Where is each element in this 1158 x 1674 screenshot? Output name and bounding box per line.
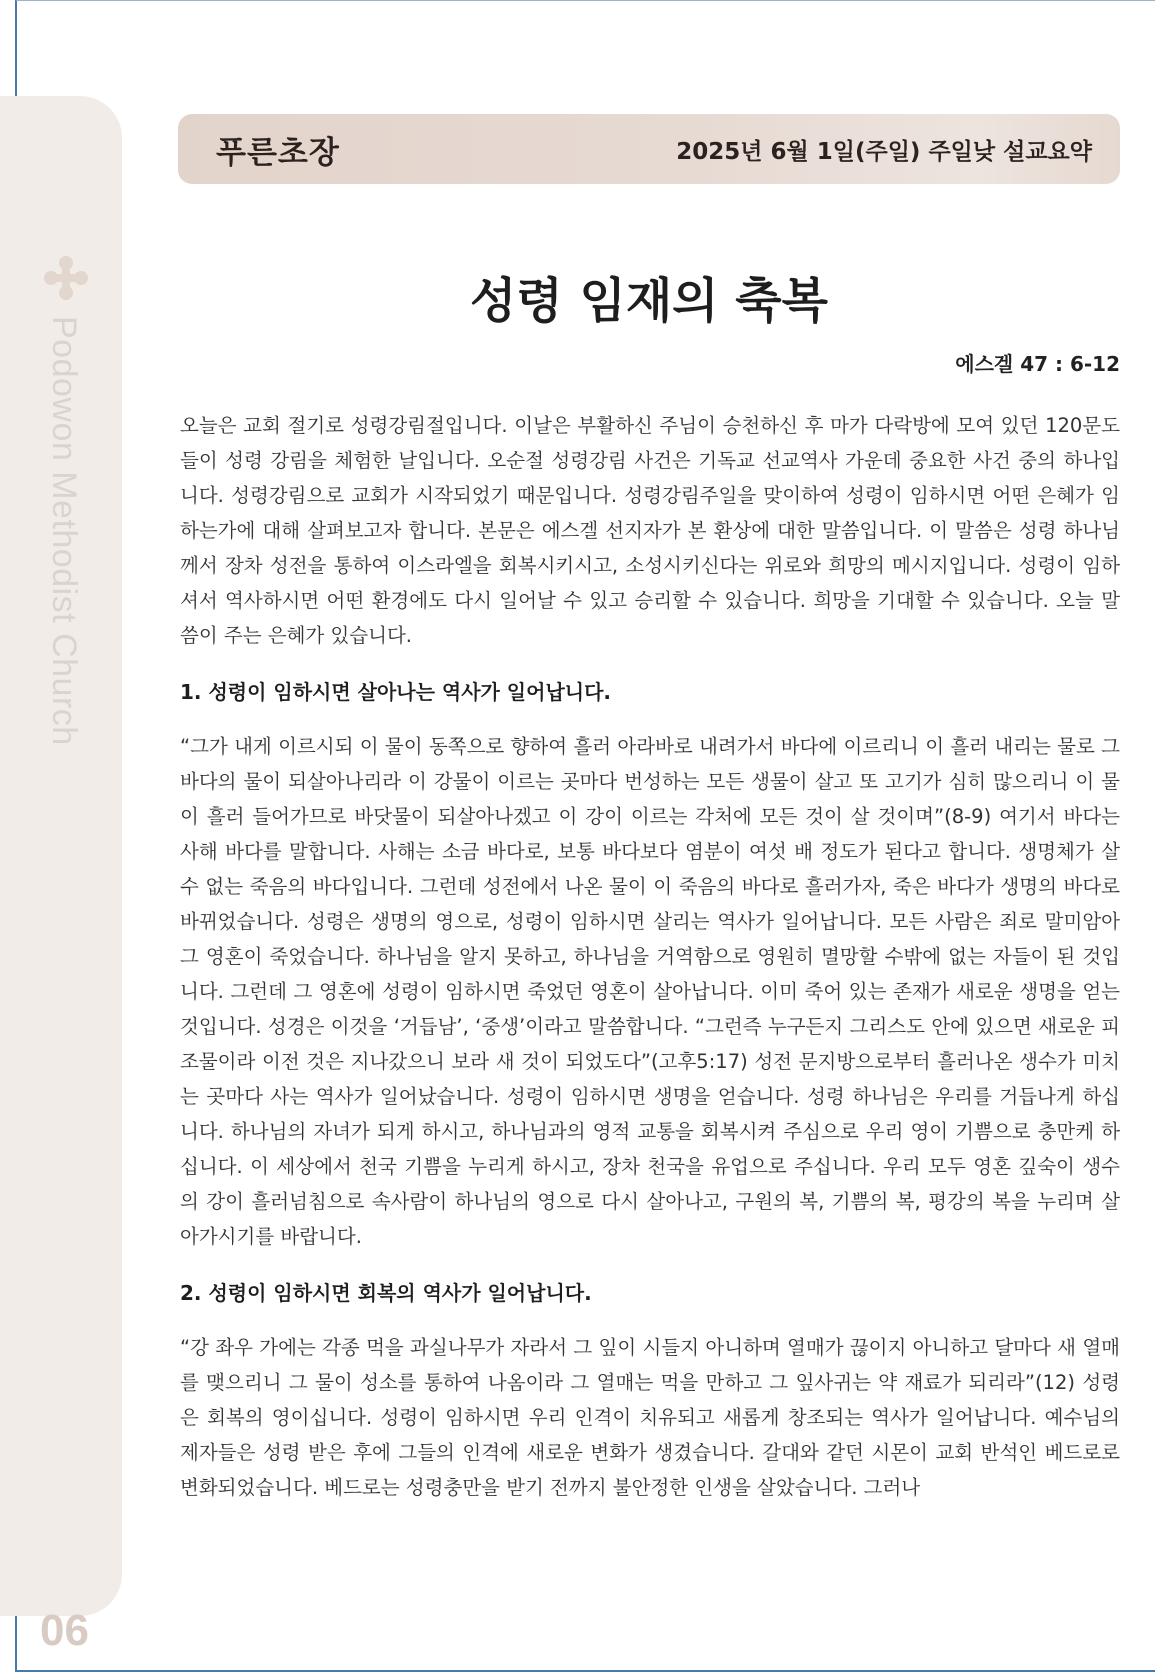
sermon-title: 성령 임재의 축복 [470,273,828,329]
header-subtitle: 2025년 6월 1일(주일) 주일낮 설교요약 [676,138,1092,165]
header-bar [178,114,1120,184]
church-name-vertical: Podowon Methodist Church [45,316,83,746]
sermon-body [180,408,1120,1527]
point2-heading: 2. 성령이 임하시면 회복의 역사가 일어납니다. [180,1281,592,1305]
page-number: 06 [40,1606,89,1655]
scripture-reference: 에스겔 47 : 6-12 [955,352,1120,376]
church-logo-icon [42,254,90,302]
intro-paragraph: 오늘은 교회 절기로 성령강림절입니다. 이날은 부활하신 주님이 승천하신 후 마가 다락방에 모여 있던 120문도들이 성령 강림을 체험한 날입니다. 오순절 성령강림 사건은 기독교 선교역사 가운데 중요한 사건 중의 하나입니다. 성령강림으로 교회가 시작되었기 때문입니다. 성령강림주일을 맞이하여 성령이 임하시면 어떤 은혜가 임하는가에 대해 살펴보고자 합니다. 본문은 에스겔 선지자가 본 환상에 대한 말씀입니다. 이 말씀은 성령 하나님께서 장차 성전을 통하여 이스라엘을 회복시키시고, 소성시키신다는 위로와 희망의 메시지입니다. 성령이 임하셔서 역사하시면 어떤 환경에도 다시 일어날 수 있고 승리할 수 있습니다. 희망을 기대할 수 있습니다. 오늘 말씀이 주는 은혜가 있습니다. [180,414,1120,647]
side-band [0,96,122,1655]
point1-heading: 1. 성령이 임하시면 살아나는 역사가 일어납니다. [180,680,612,704]
point1-paragraph: “그가 내게 이르시되 이 물이 동쪽으로 향하여 흘러 아라바로 내려가서 바다에 이르리니 이 흘러 내리는 물로 그 바다의 물이 되살아나리라 이 강물이 이르는 곳마다 번성하는 모든 생물이 살고 또 고기가 심히 많으리니 이 물이 흘러 들어가므로 바닷물이 되살아나겠고 이 강이 이르는 각처에 모든 것이 살 것이며”(8-9) 여기서 바다는 사해 바다를 말합니다. 사해는 소금 바다로, 보통 바다보다 염분이 여섯 배 정도가 된다고 합니다. 생명체가 살 수 없는 죽음의 바다입니다. 그런데 성전에서 나온 물이 이 죽음의 바다로 흘러가자, 죽은 바다가 생명의 바다로 바뀌었습니다. 성령은 생명의 영으로, 성령이 임하시면 살리는 역사가 일어납니다. 모든 사람은 죄로 말미암아 그 영혼이 죽었습니다. 하나님을 알지 못하고, 하나님을 거역함으로 영원히 멸망할 수밖에 없는 자들이 된 것입니다. 그런데 그 영혼에 성령이 임하시면 죽었던 영혼이 살아납니다. 이미 죽어 있는 존재가 새로운 생명을 얻는 것입니다. 성경은 이것을 ‘거듭남’, ‘중생’이라고 말씀합니다. “그런즉 누구든지 그리스도 안에 있으면 새로운 피조물이라 이전 것은 지나갔으니 보라 새 것이 되었도다”(고후5:17) 성전 문지방으로부터 흘러나온 생수가 미치는 곳마다 사는 역사가 일어났습니다. 성령이 임하시면 생명을 얻습니다. 성령 하나님은 우리를 거듭나게 하십니다. 하나님의 자녀가 되게 하시고, 하나님과의 영적 교통을 회복시켜 주심으로 우리 영이 기쁨으로 충만케 하십니다. 이 세상에서 천국 기쁨을 누리게 하시고, 장차 천국을 유업으로 주십니다. 우리 모두 영혼 깊숙이 생수의 강이 흘러넘침으로 속사람이 하나님의 영으로 다시 살아나고, 구원의 복, 기쁨의 복, 평강의 복을 누리며 살아가시기를 바랍니다. [180,735,1121,1248]
section-title: 푸른초장 [216,134,340,171]
point2-paragraph: “강 좌우 가에는 각종 먹을 과실나무가 자라서 그 잎이 시들지 아니하며 열매가 끊이지 아니하고 달마다 새 열매를 맺으리니 그 물이 성소를 통하여 나옴이라 그 열매는 먹을 만하고 그 잎사귀는 약 재료가 되리라”(12) 성령은 회복의 영이십니다. 성령이 임하시면 우리 인격이 치유되고 새롭게 창조되는 역사가 일어납니다. 예수님의 제자들은 성령 받은 후에 그들의 인격에 새로운 변화가 생겼습니다. 갈대와 같던 시몬이 교회 반석인 베드로로 변화되었습니다. 베드로는 성령충만을 받기 전까지 불안정한 인생을 살았습니다. 그러나 [180,1336,1120,1499]
